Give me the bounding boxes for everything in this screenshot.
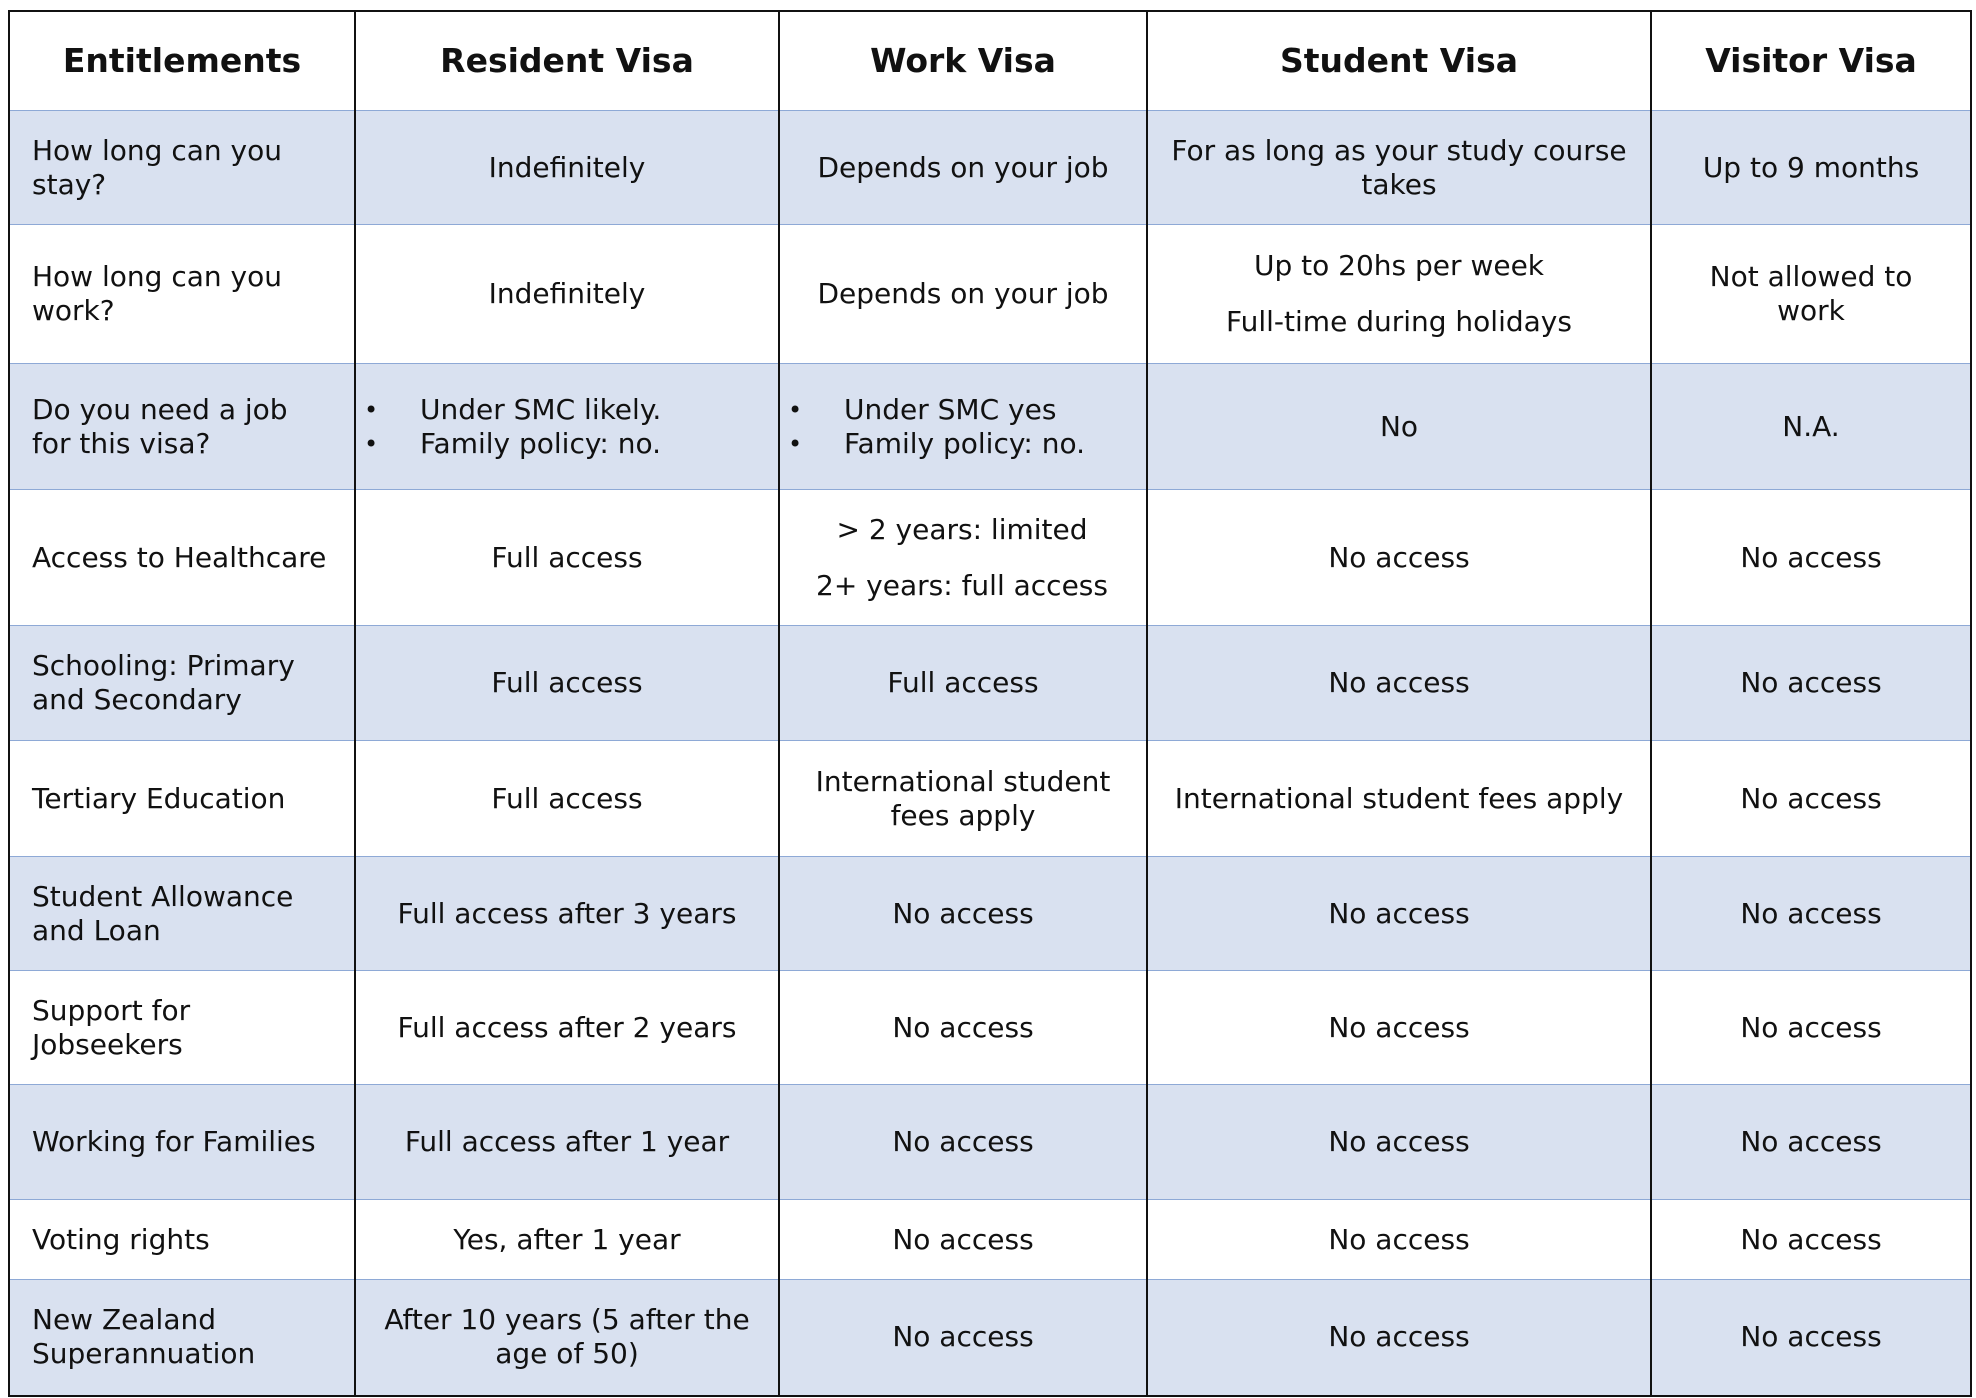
row-label: New Zealand Superannuation [9, 1280, 355, 1396]
student-cell [1147, 225, 1651, 364]
table-row [9, 1280, 1971, 1396]
student-cell: No access [1147, 1280, 1651, 1396]
row-label: Student Allowance and Loan [9, 857, 355, 971]
header-resident-visa: Resident Visa [355, 11, 779, 111]
visa-entitlements-table [8, 10, 1972, 1397]
table-row [9, 225, 1971, 364]
student-cell: No access [1147, 857, 1651, 971]
student-cell: For as long as your study course takes [1147, 111, 1651, 225]
student-line: Full-time during holidays [1226, 305, 1572, 338]
resident-cell: Yes, after 1 year [355, 1200, 779, 1280]
visitor-cell: No access [1651, 490, 1971, 626]
visitor-cell: No access [1651, 1200, 1971, 1280]
table-row [9, 857, 1971, 971]
resident-cell [355, 364, 779, 490]
row-label: Working for Families [9, 1085, 355, 1200]
visitor-cell: No access [1651, 857, 1971, 971]
work-cell: International student fees apply [779, 741, 1147, 857]
bullet-item: • Family policy: no. [788, 427, 1124, 461]
student-cell: No access [1147, 1200, 1651, 1280]
visitor-cell: No access [1651, 741, 1971, 857]
header-row [9, 11, 1971, 111]
row-label: How long can you stay? [9, 111, 355, 225]
student-cell: No access [1147, 490, 1651, 626]
visitor-cell: No access [1651, 1085, 1971, 1200]
row-label: Support for Jobseekers [9, 971, 355, 1085]
bullet-item: • Under SMC likely. [364, 393, 756, 427]
resident-cell: Indefinitely [355, 111, 779, 225]
work-cell: No access [779, 971, 1147, 1085]
row-label: Schooling: Primary and Secondary [9, 626, 355, 741]
work-cell: Depends on your job [779, 111, 1147, 225]
student-cell: International student fees apply [1147, 741, 1651, 857]
resident-cell: Full access after 1 year [355, 1085, 779, 1200]
table-row [9, 626, 1971, 741]
row-label: Access to Healthcare [9, 490, 355, 626]
work-bullet-list [788, 393, 1124, 461]
work-cell: No access [779, 857, 1147, 971]
resident-bullet-list [364, 393, 756, 461]
resident-cell: Full access [355, 626, 779, 741]
row-label: Do you need a job for this visa? [9, 364, 355, 490]
resident-cell: Full access after 2 years [355, 971, 779, 1085]
student-cell: No [1147, 364, 1651, 490]
work-cell [779, 364, 1147, 490]
bullet-item: • Under SMC yes [788, 393, 1124, 427]
work-cell: No access [779, 1200, 1147, 1280]
resident-cell: After 10 years (5 after the age of 50) [355, 1280, 779, 1396]
visitor-cell: No access [1651, 1280, 1971, 1396]
work-cell: Depends on your job [779, 225, 1147, 364]
visitor-cell: Not allowed to work [1651, 225, 1971, 364]
work-line: > 2 years: limited [836, 512, 1088, 546]
resident-cell: Full access after 3 years [355, 857, 779, 971]
row-label: How long can you work? [9, 225, 355, 364]
row-label: Tertiary Education [9, 741, 355, 857]
student-line: Up to 20hs per week [1253, 249, 1545, 282]
header-visitor-visa: Visitor Visa [1651, 11, 1971, 111]
table-row [9, 971, 1971, 1085]
work-cell: No access [779, 1085, 1147, 1200]
header-entitlements: Entitlements [9, 11, 355, 111]
resident-cell: Indefinitely [355, 225, 779, 364]
student-cell: No access [1147, 971, 1651, 1085]
table-row [9, 1085, 1971, 1200]
student-cell: No access [1147, 626, 1651, 741]
table-row [9, 111, 1971, 225]
header-student-visa: Student Visa [1147, 11, 1651, 111]
visitor-cell: N.A. [1651, 364, 1971, 490]
row-label: Voting rights [9, 1200, 355, 1280]
work-cell: No access [779, 1280, 1147, 1396]
table-row [9, 490, 1971, 626]
visitor-cell: No access [1651, 626, 1971, 741]
work-line: 2+ years: full access [816, 568, 1108, 602]
visitor-cell: Up to 9 months [1651, 111, 1971, 225]
resident-cell: Full access [355, 490, 779, 626]
table-row [9, 364, 1971, 490]
header-work-visa: Work Visa [779, 11, 1147, 111]
work-cell [779, 490, 1147, 626]
visitor-cell: No access [1651, 971, 1971, 1085]
bullet-item: • Family policy: no. [364, 427, 756, 461]
work-cell: Full access [779, 626, 1147, 741]
table-row [9, 1200, 1971, 1280]
resident-cell: Full access [355, 741, 779, 857]
table-row [9, 741, 1971, 857]
student-cell: No access [1147, 1085, 1651, 1200]
